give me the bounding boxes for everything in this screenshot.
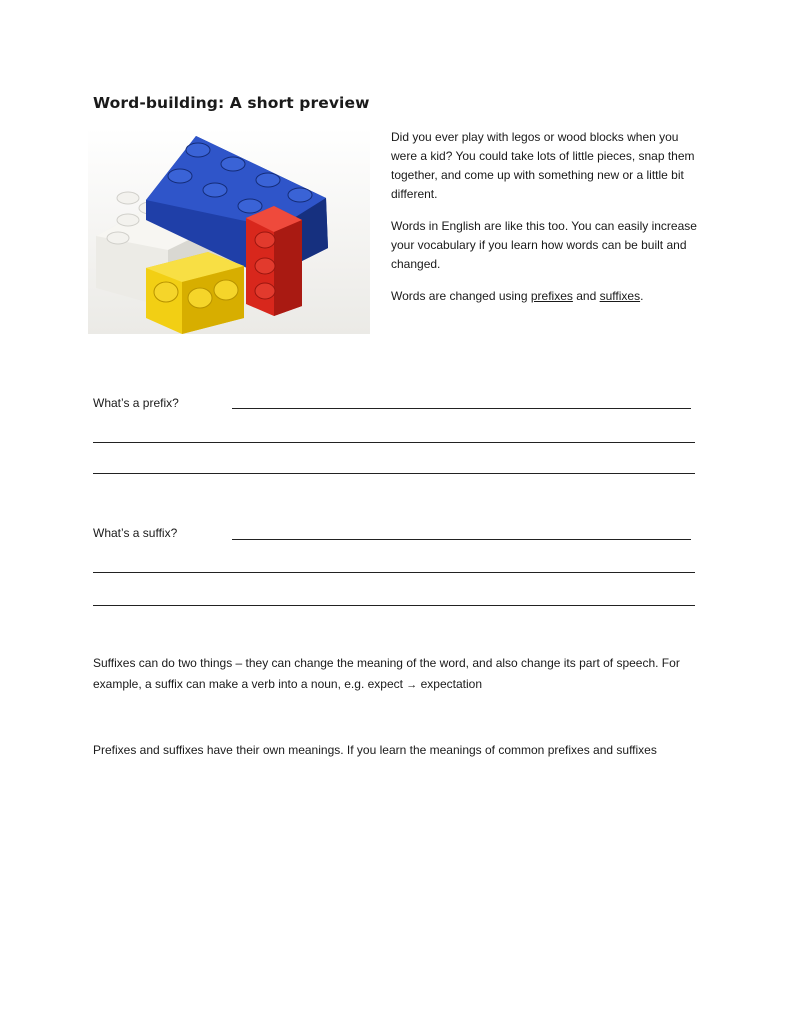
suffix-answer-line-1[interactable] — [232, 539, 691, 540]
red-brick — [246, 206, 302, 316]
suffix-explanation-paragraph: Suffixes can do two things – they can change the meaning of the word, and also change its part of speech. For example, a suffix can make a verb into a noun, e.g. expect → expectation — [93, 656, 680, 691]
lego-bricks-image — [88, 128, 370, 334]
suffixes-term: suffixes — [599, 289, 641, 303]
intro-paragraph-2: Words in English are like this too. You can easily increase your vocabulary if you learn how words can be built and changed. — [391, 219, 697, 271]
intro-paragraph-1: Did you ever play with legos or wood blocks when you were a kid? You could take lots of little pieces, snap them together, and come up with something new or a little bit different. — [391, 130, 695, 201]
suffix-question-label: What’s a suffix? — [93, 526, 178, 540]
yellow-brick — [146, 252, 244, 334]
prefix-question-label: What’s a prefix? — [93, 396, 179, 410]
suffix-answer-line-2[interactable] — [93, 572, 695, 573]
meanings-paragraph: Prefixes and suffixes have their own meanings. If you learn the meanings of common prefixes and suffixes — [93, 743, 657, 757]
prefix-answer-line-3[interactable] — [93, 473, 695, 474]
prefixes-term: prefixes — [530, 289, 573, 303]
prefix-answer-line-2[interactable] — [93, 442, 695, 443]
suffix-answer-line-3[interactable] — [93, 605, 695, 606]
intro-text — [391, 128, 701, 319]
intro-paragraph-3: Words are changed using prefixes and suffixes. — [391, 289, 644, 303]
arrow-right-icon: → — [406, 679, 418, 691]
prefix-answer-line-1[interactable] — [232, 408, 691, 409]
page-title: Word-building: A short preview — [93, 94, 370, 112]
